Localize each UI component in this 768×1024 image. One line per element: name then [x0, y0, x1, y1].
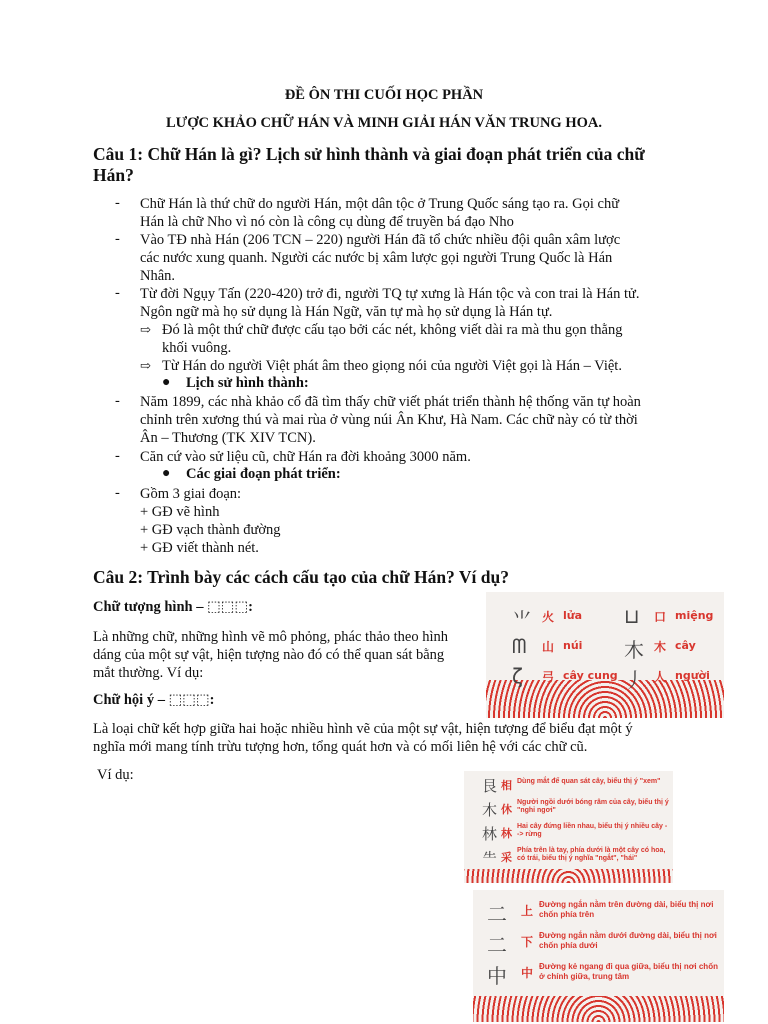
paragraph-line: mắt thường. Ví dụ:	[93, 665, 204, 681]
ideograph-description	[93, 720, 693, 756]
viet-meaning: lửa	[563, 609, 583, 622]
ancient-glyph: ζ	[512, 664, 523, 688]
indicative-example-image	[473, 890, 724, 1022]
han-character: 木	[654, 640, 667, 654]
ideograph-label: Chữ hội ý – ⬚⬚⬚:	[93, 692, 215, 708]
ideograph-note: Dùng mắt để quan sát cây, biểu thị ý "xem"	[517, 778, 661, 785]
han-character: 林	[501, 827, 512, 840]
list-item-line: Ân – Thương (TK XIV TCN).	[140, 430, 316, 446]
arrow-item	[162, 357, 687, 375]
bullet-icon: ●	[162, 375, 171, 390]
document-subtitle: LƯỢC KHẢO CHỮ HÁN VÀ MINH GIẢI HÁN VĂN TRUNG HOA.	[166, 115, 602, 131]
ideograph-note: Người ngồi dưới bóng râm của cây, biểu thị ý "nghỉ ngơi"	[517, 799, 669, 814]
ancient-glyph: ⽊	[482, 801, 498, 819]
section-label-history: Lịch sử hình thành:	[186, 375, 309, 391]
ancient-glyph: ⼃	[624, 668, 644, 692]
list-item-line: Từ đời Ngụy Tấn (220-420) trở đi, người TQ tự xưng là Hán tộc và con trai là Hán tử.	[140, 286, 640, 302]
viet-meaning: người	[675, 669, 710, 682]
list-dash: -	[115, 448, 120, 464]
list-dash: -	[115, 393, 120, 409]
han-character: 采	[501, 851, 512, 864]
pictograph-example-image	[486, 592, 724, 718]
indicative-note: Đường kẻ ngang đi qua giữa, biểu thị nơi chốn ở chính giữa, trung tâm	[539, 962, 718, 981]
ideograph-row	[464, 823, 673, 847]
arrow-icon: ⇨	[140, 322, 151, 337]
stage-item: + GĐ vạch thành đường	[140, 522, 281, 538]
viet-meaning: miệng	[675, 609, 714, 622]
arrow-item-line: khối vuông.	[162, 340, 232, 356]
han-character: 休	[501, 803, 512, 816]
list-item-line: Căn cứ vào sử liệu cũ, chữ Hán ra đời khoảng 3000 năm.	[140, 449, 471, 465]
ancient-glyph: ⺧	[482, 849, 498, 867]
paragraph-line: Là những chữ, những hình vẽ mô phỏng, phác thảo theo hình	[93, 629, 449, 645]
list-item-line: Năm 1899, các nhà khảo cổ đã tìm thấy chữ viết phát triển thành hệ thống văn tự hoàn	[140, 394, 641, 410]
ideograph-note: Hai cây đứng liền nhau, biểu thị ý nhiều cây --> rừng	[517, 823, 668, 838]
list-dash: -	[115, 485, 120, 501]
list-item-line: chỉnh trên xương thú và mai rùa ở vùng núi Ân Khư, Hà Nam. Các chữ này có từ thời	[140, 412, 638, 428]
pictograph-label: Chữ tượng hình – ⬚⬚⬚:	[93, 599, 254, 615]
han-character: 火	[542, 610, 555, 624]
ancient-glyph: 二	[487, 902, 507, 926]
indicative-note: Đường ngắn nằm dưới đường dài, biểu thị nơi chốn phía dưới	[539, 931, 717, 950]
question-1-heading	[93, 144, 693, 186]
ideograph-row	[464, 775, 673, 799]
section-label-stages: Các giai đoạn phát triển:	[186, 466, 341, 482]
ancient-glyph: ᗰ	[512, 634, 527, 658]
pictograph-row	[486, 634, 724, 664]
question-1-heading-line2: Hán?	[93, 165, 134, 185]
paragraph-line: dáng của một sự vật, hiện tượng nào đó có thể quan sát bằng	[93, 647, 445, 663]
list-item-line: Ngôn ngữ mà họ sử dụng là Hán Ngữ, văn tự mà họ sử dụng là Hán tự.	[140, 304, 553, 320]
han-character: 山	[542, 640, 555, 654]
ancient-glyph: ⺌	[512, 608, 532, 632]
list-item	[140, 285, 685, 321]
han-character: 相	[501, 779, 512, 792]
stage-item: + GĐ vẽ hình	[140, 504, 220, 520]
list-dash: -	[115, 285, 120, 301]
arrow-icon: ⇨	[140, 358, 151, 373]
arrow-item-line: Đó là một thứ chữ được cấu tạo bởi các nét, không viết dài ra mà thu gọn thằng	[162, 322, 623, 338]
list-dash: -	[115, 231, 120, 247]
example-label: Ví dụ:	[97, 767, 134, 783]
list-item-line: Hán là chữ Nho vì nó còn là công cụ dùng để truyền bá đạo Nho	[140, 214, 514, 230]
wave-pattern	[464, 869, 673, 883]
ancient-glyph: 林	[482, 825, 498, 843]
list-item	[140, 448, 685, 466]
pictograph-row	[486, 604, 724, 634]
pictograph-row	[486, 664, 724, 694]
list-item-line: Gồm 3 giai đoạn:	[140, 486, 242, 502]
ideograph-example-image	[464, 771, 673, 883]
han-character: 弓	[542, 670, 555, 684]
han-character: 上	[521, 904, 534, 918]
question-1-heading-line1: Câu 1: Chữ Hán là gì? Lịch sử hình thành và giai đoạn phát triển của chữ	[93, 144, 645, 164]
paragraph-line: Là loại chữ kết hợp giữa hai hoặc nhiều hình vẽ của một sự vật, hiện tượng để biểu đạt một ý	[93, 721, 633, 737]
stage-item: + GĐ viết thành nét.	[140, 540, 259, 556]
han-character: 人	[654, 670, 667, 684]
indicative-row	[473, 960, 724, 991]
arrow-item	[162, 321, 687, 357]
document-title: ĐỀ ÔN THI CUỐI HỌC PHẦN	[284, 87, 484, 103]
indicative-row	[473, 929, 724, 960]
list-item-line: Chữ Hán là thứ chữ do người Hán, một dân tộc ở Trung Quốc sáng tạo ra. Gọi chữ	[140, 196, 620, 212]
viet-meaning: núi	[563, 639, 583, 652]
ancient-glyph: 中	[487, 964, 507, 988]
pictograph-rows	[486, 604, 724, 694]
list-item	[140, 393, 685, 447]
ideograph-rows	[464, 775, 673, 871]
list-dash: -	[115, 195, 120, 211]
han-character: 中	[521, 966, 534, 980]
ideograph-row	[464, 847, 673, 871]
ancient-glyph: ⊔	[624, 604, 640, 628]
ideograph-note: Phía trên là tay, phía dưới là một cây có hoa, có trái, biểu thị ý nghĩa "ngắt", "hái"	[517, 847, 666, 862]
ancient-glyph: ⾉	[482, 777, 498, 795]
han-character: 下	[521, 935, 534, 949]
paragraph-line: nghĩa mới mang tính trừu tượng hơn, tổng quát hơn và có mối liên hệ với các chữ cũ.	[93, 739, 588, 755]
list-item	[140, 195, 685, 231]
list-item	[140, 231, 685, 285]
indicative-rows	[473, 898, 724, 991]
han-character: 口	[654, 610, 667, 624]
arrow-item-line: Từ Hán do người Việt phát âm theo giọng nói của người Việt gọi là Hán – Việt.	[162, 358, 622, 374]
indicative-note: Đường ngắn nằm trên đường dài, biểu thị nơi chốn phía trên	[539, 900, 714, 919]
pictograph-description	[93, 628, 483, 682]
indicative-row	[473, 898, 724, 929]
list-item-line: các nước xung quanh. Người các nước bị xâm lược gọi người Trung Quốc là Hán	[140, 250, 613, 266]
question-2-heading: Câu 2: Trình bày các cách cấu tạo của chữ Hán? Ví dụ?	[93, 567, 509, 587]
ideograph-row	[464, 799, 673, 823]
list-item-line: Vào TĐ nhà Hán (206 TCN – 220) người Hán đã tổ chức nhiều đội quân xâm lược	[140, 232, 621, 248]
viet-meaning: cây cung	[563, 669, 618, 682]
ancient-glyph: 二	[487, 933, 507, 957]
wave-pattern	[473, 996, 724, 1022]
ancient-glyph: ⽊	[624, 638, 644, 662]
bullet-icon: ●	[162, 466, 171, 481]
viet-meaning: cây	[675, 639, 696, 652]
list-item	[140, 485, 685, 503]
list-item-line: Nhân.	[140, 268, 176, 284]
